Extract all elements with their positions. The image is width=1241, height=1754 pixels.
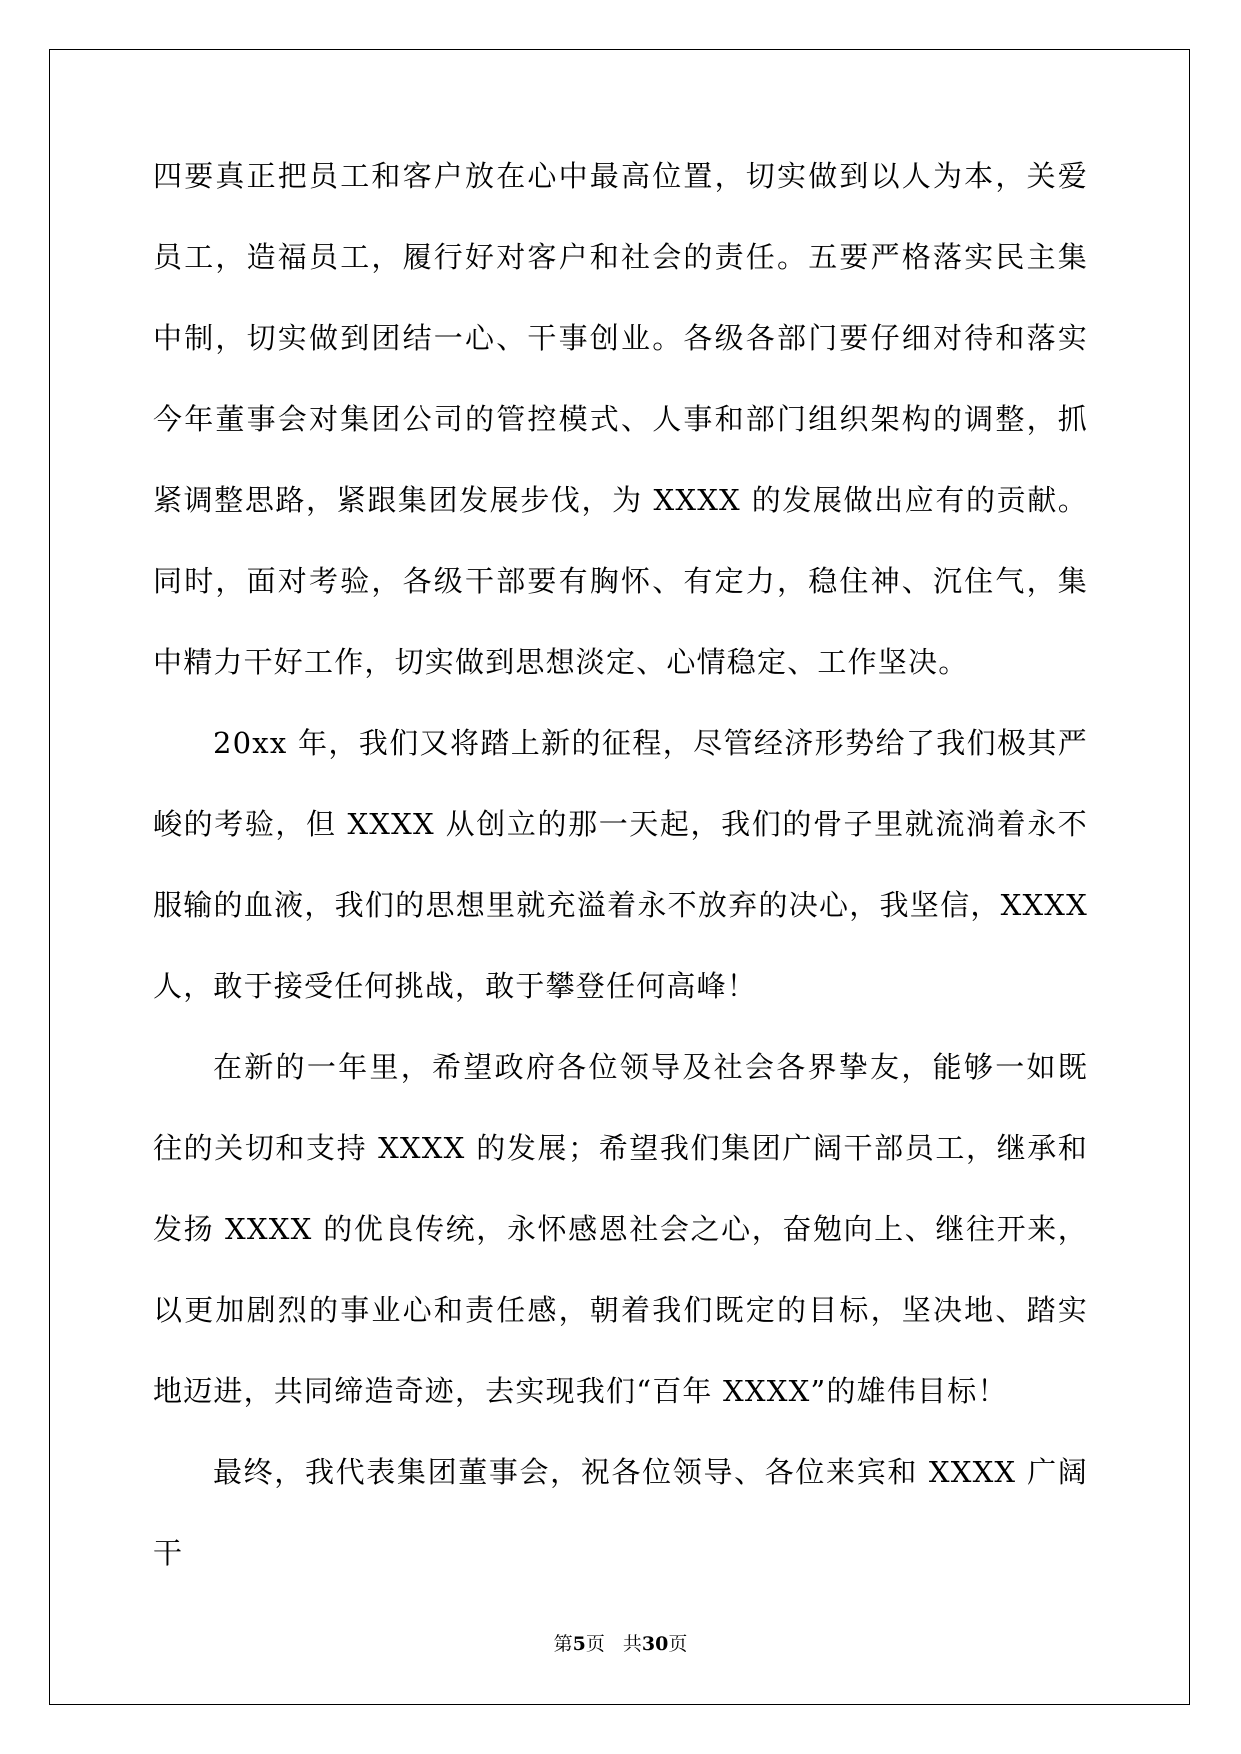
current-page-number: 5 [572, 1633, 586, 1655]
footer-total-suffix: 页 [668, 1633, 688, 1655]
paragraph-1: 四要真正把员工和客户放在心中最高位置，切实做到以人为本，关爱员工，造福员工，履行好对客户和社会的责任。五要严格落实民主集中制，切实做到团结一心、干事创业。各级各部门要仔细对待和落实今年董事会对集团公司的管控模式、人事和部门组织架构的调整，抓紧调整思路，紧跟集团发展步伐，为 XXXX 的发展做出应有的贡献。同时，面对考验，各级干部要有胸怀、有定力，稳住神、沉住气，集中精力干好工作，切实做到思想淡定、心情稳定、工作坚决。 [153, 159, 1088, 679]
paragraph-4: 最终，我代表集团董事会，祝各位领导、各位来宾和 XXXX 广阔干 [153, 1455, 1088, 1570]
total-page-count: 30 [641, 1633, 669, 1655]
footer-total-prefix: 共 [622, 1633, 642, 1655]
page-footer [0, 1629, 1241, 1656]
document-body [153, 136, 1088, 1594]
paragraph-3: 在新的一年里，希望政府各位领导及社会各界挚友，能够一如既往的关切和支持 XXXX 的发展；希望我们集团广阔干部员工，继承和发扬 XXXX 的优良传统，永怀感恩社会之心，奋勉向上、继往开来，以更加剧烈的事业心和责任感，朝着我们既定的目标，坚决地、踏实地迈进，共同缔造奇迹，去实现我们“百年 XXXX”的雄伟目标！ [153, 1050, 1088, 1408]
footer-page-suffix: 页 [585, 1633, 605, 1655]
paragraph-2: 20xx 年，我们又将踏上新的征程，尽管经济形势给了我们极其严峻的考验，但 XXXX 从创立的那一天起，我们的骨子里就流淌着永不服输的血液，我们的思想里就充溢着永不放弃的决心，我坚信，XXXX 人，敢于接受任何挑战，敢于攀登任何高峰！ [153, 726, 1088, 1003]
footer-prefix: 第 [553, 1633, 573, 1655]
